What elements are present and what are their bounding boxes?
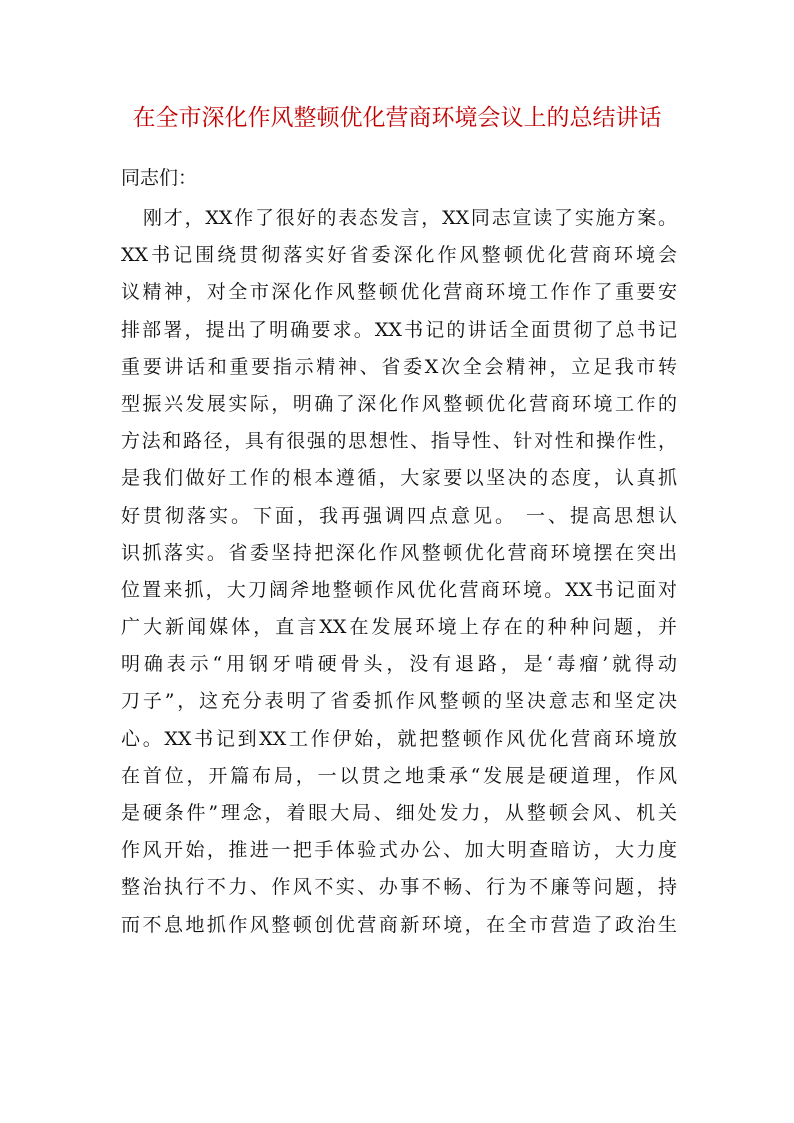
text-line: 是我们做好工作的根本遵循，大家要以坚决的态度，认真抓 (121, 467, 677, 490)
text-line: 在首位，开篇布局，一以贯之地秉承“发展是硬道理，作风 (121, 764, 677, 787)
text-line: 识抓落实。省委坚持把深化作风整顿优化营商环境摆在突出 (121, 541, 677, 564)
text-line: 明确表示“用钢牙啃硬骨头，没有退路，是‘毒瘤’就得动 (121, 653, 677, 676)
text-line: 重要讲话和重要指示精神、省委X次全会精神，立足我市转 (121, 355, 677, 378)
text-line: 刀子”，这充分表明了省委抓作风整顿的坚决意志和坚定决 (121, 690, 677, 713)
text-line: 型振兴发展实际，明确了深化作风整顿优化营商环境工作的 (121, 392, 677, 415)
text-line: 方法和路径，具有很强的思想性、指导性、针对性和操作性， (121, 430, 677, 453)
text-line: 刚才，XX作了很好的表态发言，XX同志宣读了实施方案。 (143, 207, 677, 229)
text-line: 议精神，对全市深化作风整顿优化营商环境工作作了重要安 (121, 281, 677, 304)
text-line: 好贯彻落实。下面，我再强调四点意见。 一、提高思想认 (121, 504, 677, 527)
text-line: 是硬条件”理念，着眼大局、细处发力，从整顿会风、机关 (121, 802, 677, 824)
text-line: 而不息地抓作风整顿创优营商新环境，在全市营造了政治生 (121, 913, 677, 936)
text-line: 作风开始，推进一把手体验式办公、加大明查暗访，大力度 (121, 839, 677, 862)
text-line: 广大新闻媒体，直言XX在发展环境上存在的种种问题，并 (121, 616, 677, 639)
document-title: 在全市深化作风整顿优化营商环境会议上的总结讲话 (132, 105, 662, 131)
text-line: 位置来抓，大刀阔斧地整顿作风优化营商环境。XX书记面对 (121, 578, 677, 601)
text-line: 整治执行不力、作风不实、办事不畅、行为不廉等问题，持 (121, 876, 677, 899)
text-line: 排部署，提出了明确要求。XX书记的讲话全面贯彻了总书记 (121, 318, 677, 341)
text-line: 心。XX书记到XX工作伊始，就把整顿作风优化营商环境放 (121, 727, 677, 750)
body-text (121, 200, 677, 944)
salutation: 同志们： (121, 167, 198, 189)
text-line: XX书记围绕贯彻落实好省委深化作风整顿优化营商环境会 (121, 244, 677, 267)
